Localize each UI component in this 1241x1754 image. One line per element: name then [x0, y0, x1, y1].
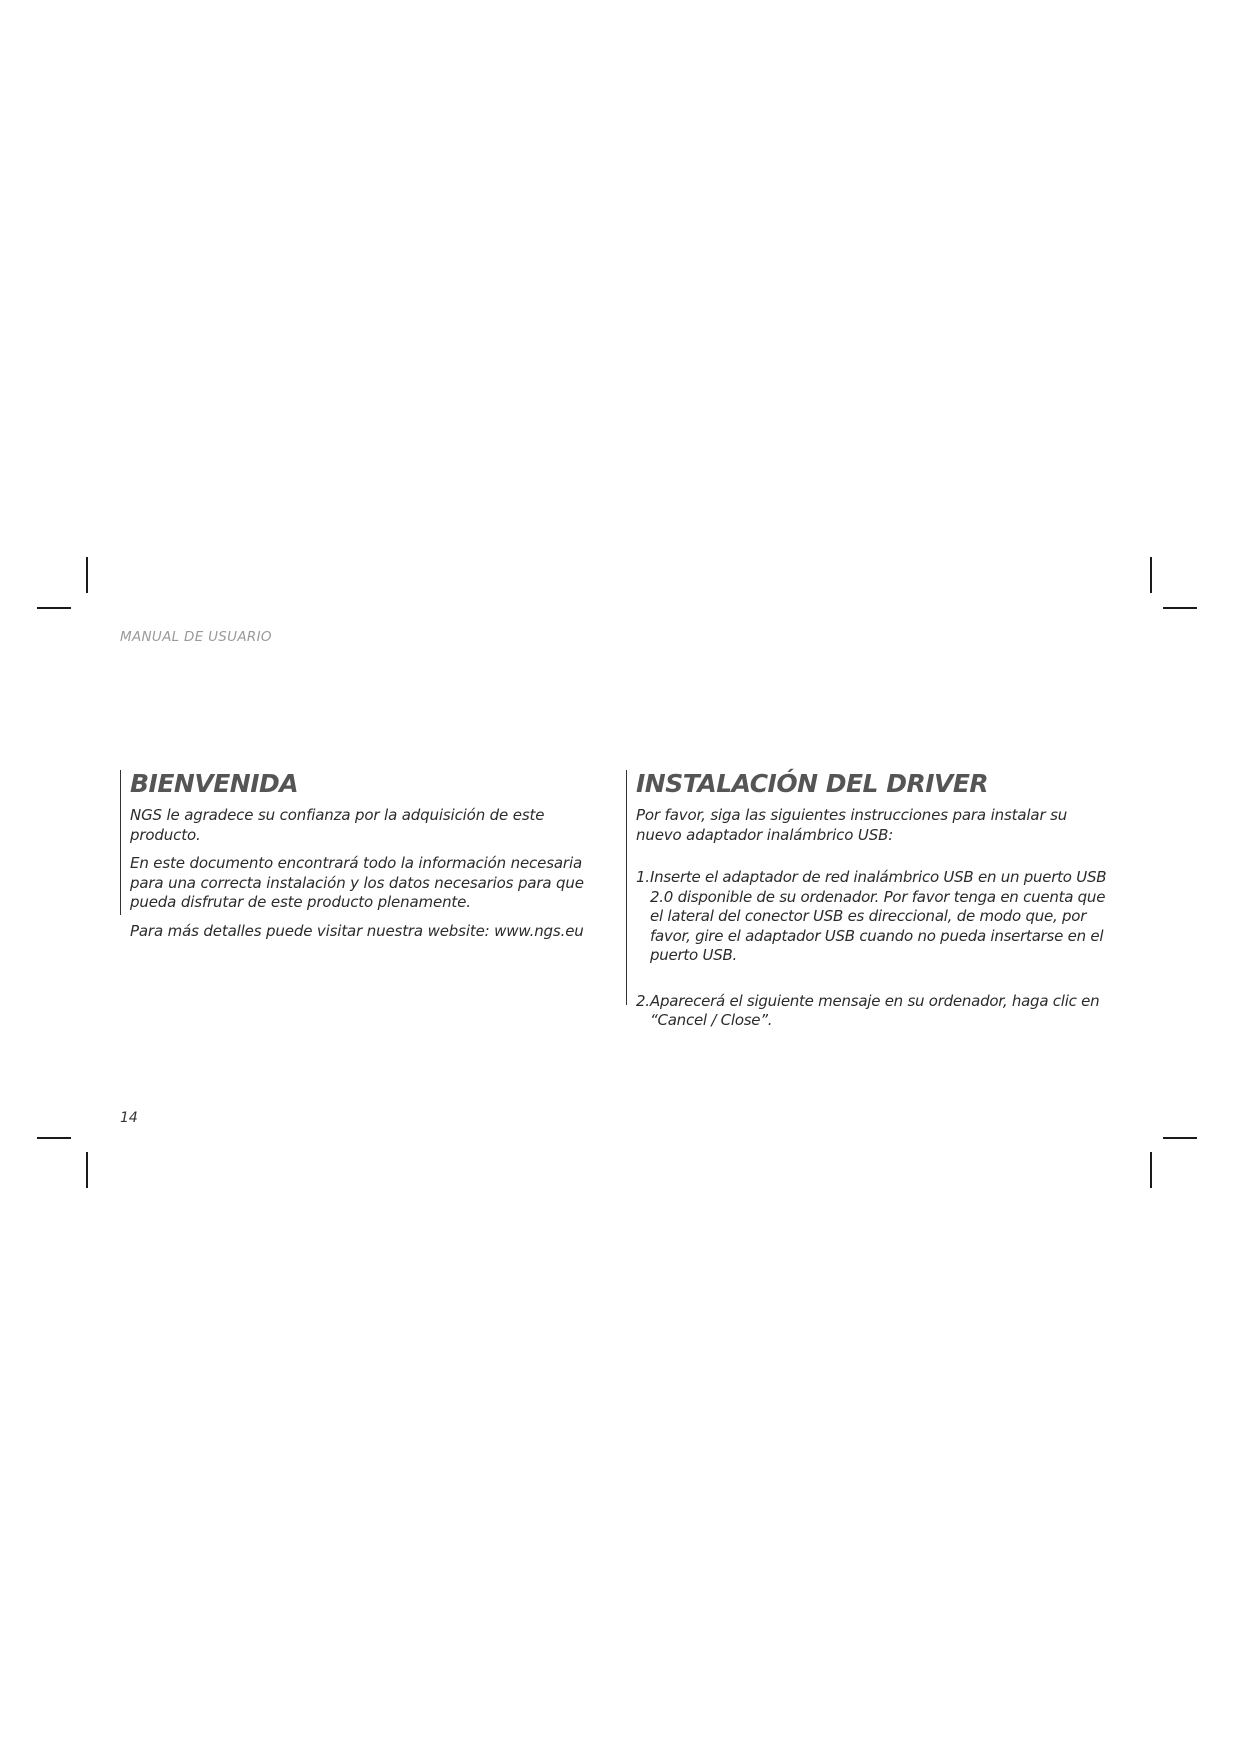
welcome-paragraph-website: Para más detalles puede visitar nuestra website: www.ngs.eu: [130, 921, 584, 940]
step-text: Aparecerá el siguiente mensaje en su ordenador, haga clic en “Cancel / Close”.: [650, 991, 1100, 1029]
driver-install-intro: Por favor, siga las siguientes instrucciones para instalar su nuevo adaptador inalámbrico USB:: [636, 806, 1068, 844]
crop-mark-top-left-vertical: [86, 557, 88, 593]
driver-install-title: INSTALACIÓN DEL DRIVER: [636, 769, 989, 798]
welcome-section: [120, 769, 610, 940]
step-item: [636, 992, 1116, 1031]
step-item: [636, 868, 1116, 966]
step-number: 1.: [636, 868, 650, 886]
page-number: 14: [120, 1110, 138, 1126]
crop-mark-top-left-horizontal: [37, 607, 71, 609]
crop-mark-bottom-right-vertical: [1150, 1152, 1152, 1188]
welcome-paragraph-thanks: NGS le agradece su confianza por la adquisición de este producto.: [130, 806, 545, 844]
driver-install-steps: [636, 868, 1116, 1031]
step-number: 2.: [636, 991, 650, 1010]
step-text: Inserte el adaptador de red inalámbrico USB en un puerto USB 2.0 disponible de su ordenador. Por favor tenga en cuenta que el lateral del conector USB es direccional, de modo que, por favor, gire el adaptador USB cuando no pueda insertarse en el puerto USB.: [650, 868, 1107, 964]
crop-mark-top-right-horizontal: [1163, 607, 1197, 609]
crop-mark-bottom-left-horizontal: [37, 1137, 71, 1139]
driver-install-section: [626, 769, 1116, 1029]
crop-mark-bottom-left-vertical: [86, 1152, 88, 1188]
welcome-paragraph-info: En este documento encontrará todo la información necesaria para una correcta instalación y los datos necesarios para que pueda disfrutar de este producto plenamente.: [130, 854, 584, 911]
crop-mark-bottom-right-horizontal: [1163, 1137, 1197, 1139]
running-header: MANUAL DE USUARIO: [120, 629, 272, 645]
crop-mark-top-right-vertical: [1150, 557, 1152, 593]
welcome-title: BIENVENIDA: [130, 769, 299, 798]
